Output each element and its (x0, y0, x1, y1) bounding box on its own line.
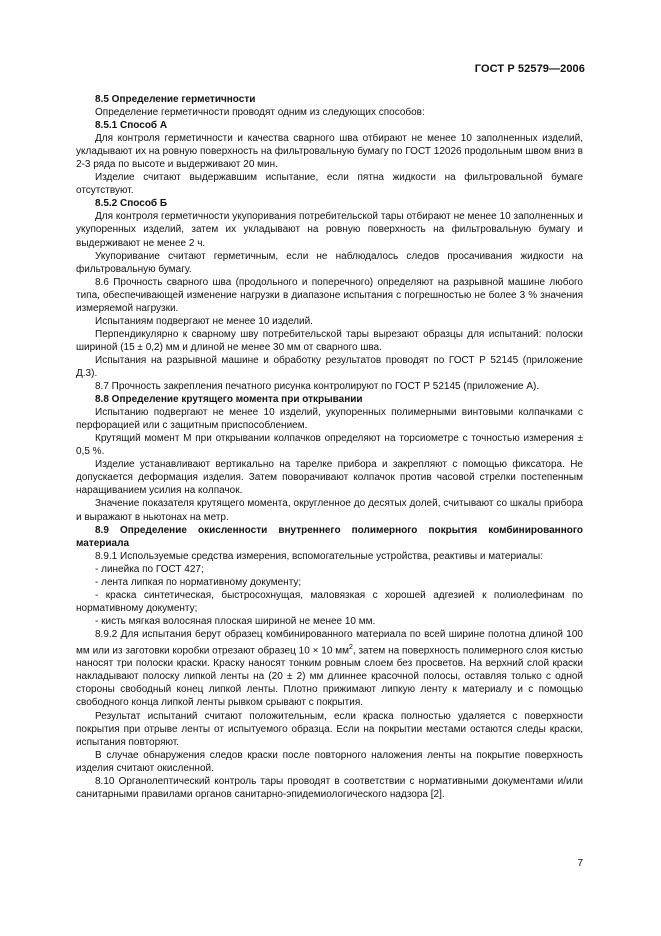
paragraph: В случае обнаружения следов краски после повторного наложения ленты на покрытие поверхность изделия считают окисленной. (76, 749, 583, 774)
paragraph: Испытанию подвергают не менее 10 изделий, укупоренных полимерными винтовыми колпачками с перфорацией или с защитным приспособлением. (76, 407, 583, 432)
list-item: - краска синтетическая, быстросохнущая, маловязкая с хорошей адгезией к полиолефинам по нормативному документу; (76, 589, 583, 614)
paragraph: Испытания на разрывной машине и обработку результатов проводят по ГОСТ Р 52145 (приложение Д.3). (76, 354, 583, 379)
section-heading: 8.8 Определение крутящего момента при открывании (95, 394, 363, 406)
superscript: 2 (348, 643, 353, 651)
paragraph: Укупоривание считают герметичным, если не наблюдалось следов просачивания жидкости на фильтровальную бумагу. (76, 250, 583, 275)
paragraph: Определение герметичности проводят одним из следующих способов: (95, 107, 425, 119)
paragraph: 8.9.1 Используемые средства измерения, вспомогательные устройства, реактивы и материалы: (95, 550, 543, 562)
page-header-standard-id: ГОСТ Р 52579—2006 (474, 63, 585, 75)
paragraph: 8.6 Прочность сварного шва (продольного и поперечного) определяют на разрывной машине любого типа, обеспечивающей изменение нагрузки в диапазоне испытания с погрешностью не более 3 % значения измеряемой нагрузки. (76, 276, 583, 314)
paragraph-text: 8.9.2 Для испытания берут образец комбинированного материала по всей ширине полотна длиной 100 мм или из заготовки коробки отрезают образец 10 × 10 мм (76, 628, 583, 657)
paragraph: Изделие устанавливают вертикально на тарелке прибора и закрепляют с помощью фиксатора. Не допускается деформация изделия. Затем поворачивают колпачок против часовой стрелки постепенным наращиванием усилия на колпачок. (76, 459, 583, 497)
list-item: - кисть мягкая волосяная плоская шириной не менее 10 мм. (95, 615, 376, 627)
paragraph: 8.7 Прочность закрепления печатного рисунка контролируют по ГОСТ Р 52145 (приложение А). (95, 381, 540, 393)
paragraph: Испытаниям подвергают не менее 10 изделий. (95, 315, 313, 327)
paragraph: 8.10 Органолептический контроль тары проводят в соответствии с нормативными документами и/или санитарными правилами органов санитарно-эпидемиологического надзора [2]. (76, 775, 583, 800)
paragraph (76, 628, 583, 710)
list-item: - линейка по ГОСТ 427; (95, 563, 204, 575)
paragraph: Значение показателя крутящего момента, округленное до десятых долей, считывают со шкалы прибора и выражают в ньютонах на метр. (76, 498, 583, 523)
subsection-heading: 8.5.1 Способ А (95, 120, 168, 132)
document-body (76, 93, 583, 801)
list-item: - лента липкая по нормативному документу; (95, 576, 302, 588)
page-number: 7 (577, 858, 583, 869)
paragraph: Перпендикулярно к сварному шву потребительской тары вырезают образцы для испытаний: полоски шириной (15 ± 0,2) мм и длиной не менее 30 мм от сварного шва. (76, 328, 583, 353)
section-heading: 8.5 Определение герметичности (95, 94, 256, 105)
paragraph: Результат испытаний считают положительным, если краска полностью удаляется с поверхности покрытия при отрыве ленты от испытуемого образца. Если на покрытии местами остаются следы краски, испытания повторяют. (76, 710, 583, 748)
subsection-heading: 8.5.2 Способ Б (95, 198, 168, 210)
paragraph: Для контроля герметичности и качества сварного шва отбирают не менее 10 заполненных изделий, укладывают их на ровную поверхность на фильтровальную бумагу по ГОСТ 12026 продольным швом вниз в 2-3 ряда по высоте и выдерживают 20 мин. (76, 133, 583, 171)
paragraph: Крутящий момент М при открывании колпачков определяют на торсиометре с точностью измерения ± 0,5 %. (76, 433, 583, 458)
paragraph-text: , затем на поверхность полимерного слоя кистью наносят три полоски краски. Краску наносят тонким ровным слоем без просветов. На верхний слой краски накладывают полоску липкой ленты на (20 ± 2) мм длиннее красочной полосы, оставляя только с одной стороны свободный конец липкой ленты. Плотно прижимают липкую ленту к материалу и с помощью свободного конца липкой ленты рывком срывают с покрытия. (76, 645, 583, 709)
section-heading: 8.9 Определение окисленности внутреннего полимерного покрытия комбинированного материала (76, 524, 583, 549)
paragraph: Изделие считают выдержавшим испытание, если пятна жидкости на фильтровальной бумаге отсутствуют. (76, 172, 583, 197)
paragraph: Для контроля герметичности укупоривания потребительской тары отбирают не менее 10 заполненных и укупоренных изделий, затем их укладывают на ровную поверхность на фильтровальную бумагу и выдерживают не менее 2 ч. (76, 211, 583, 249)
